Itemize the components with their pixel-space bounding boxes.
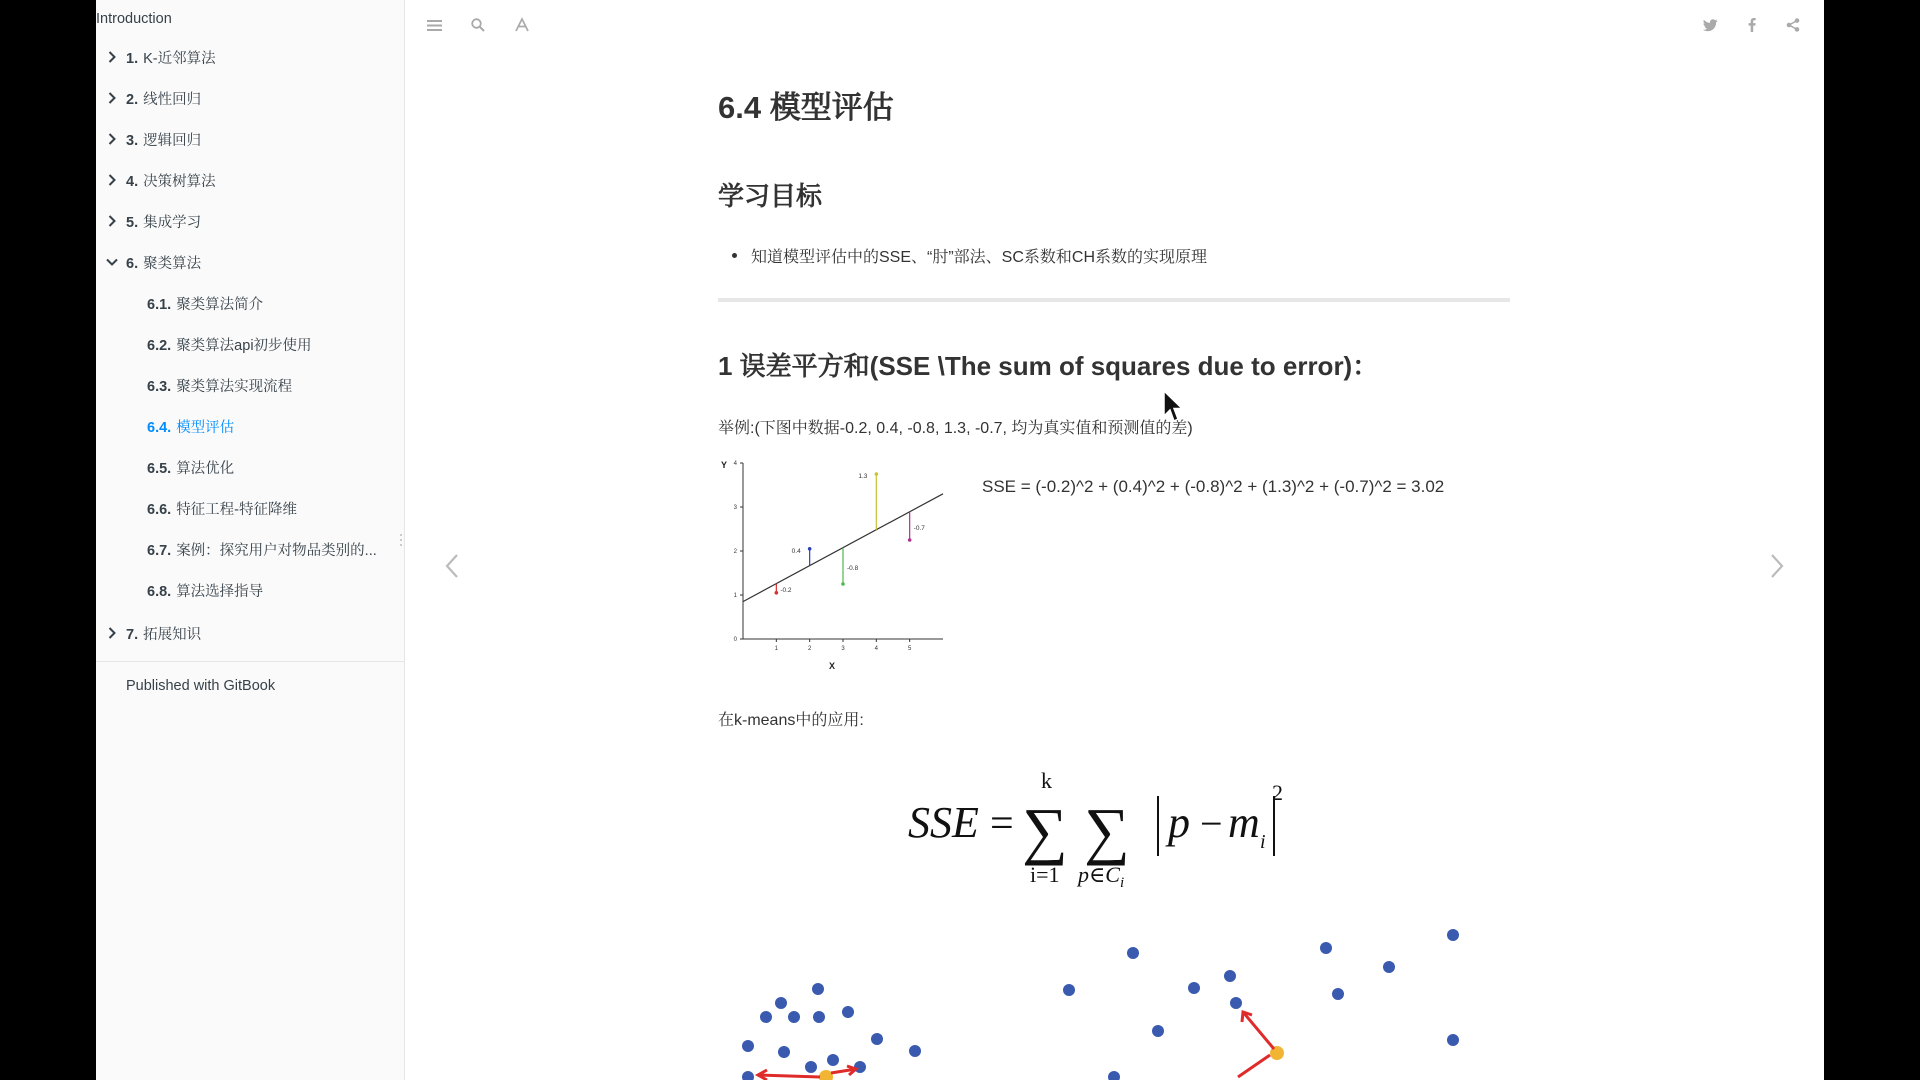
- x-tick-label: 3: [841, 646, 845, 652]
- sidebar-item-introduction[interactable]: [96, 4, 404, 34]
- x-tick-label: 5: [907, 646, 912, 652]
- sidebar-item-label: 案例：探究用户对物品类别的...: [176, 542, 377, 559]
- sidebar-item-knn[interactable]: [96, 42, 404, 72]
- horizontal-rule: [718, 298, 1510, 302]
- sidebar-subitem-6-7[interactable]: [96, 534, 404, 564]
- residual-chart: [718, 456, 958, 674]
- residual-label: -0.8: [847, 564, 859, 572]
- example-text: 举例:(下图中数据-0.2, 0.4, -0.8, 1.3, -0.7, 均为真实值和预测值的差): [718, 420, 1193, 437]
- twitter-icon[interactable]: [1702, 17, 1718, 33]
- chevron-right-icon[interactable]: [106, 50, 118, 64]
- sidebar-item-ensemble[interactable]: [96, 206, 404, 236]
- sidebar-subitem-6-5[interactable]: [96, 452, 404, 482]
- gitbook-window: [96, 0, 1824, 1080]
- sidebar-item-label: 特征工程-特征降维: [176, 501, 298, 518]
- sidebar-item-label: 拓展知识: [143, 626, 202, 643]
- sidebar: [96, 0, 405, 1080]
- hamburger-menu-icon[interactable]: [426, 17, 442, 33]
- chevron-down-icon[interactable]: [106, 255, 118, 269]
- sidebar-item-label: 决策树算法: [143, 173, 216, 190]
- sidebar-subitem-6-6[interactable]: [96, 493, 404, 523]
- x-tick-label: 2: [807, 646, 812, 652]
- y-tick-label: 2: [733, 549, 737, 555]
- facebook-icon[interactable]: [1744, 17, 1760, 33]
- mouse-cursor-icon: [1163, 390, 1185, 424]
- chevron-right-icon[interactable]: [106, 132, 118, 146]
- sidebar-subitem-6-8[interactable]: [96, 575, 404, 605]
- sidebar-item-label: 聚类算法简介: [176, 296, 264, 313]
- residual-label: -0.2: [780, 587, 792, 595]
- sidebar-item-label: 集成学习: [143, 214, 202, 231]
- sidebar-item-label: 聚类算法: [143, 255, 202, 272]
- sidebar-item-number: 6.7.: [147, 542, 172, 559]
- sidebar-item-label: 算法选择指导: [176, 583, 264, 600]
- y-tick-label: 1: [733, 593, 737, 599]
- sidebar-item-number: 6.4.: [147, 419, 172, 436]
- formula-sum-bottom: i=1: [1030, 862, 1060, 887]
- data-point: [908, 538, 912, 542]
- sidebar-subitem-6-4-active[interactable]: [96, 411, 404, 441]
- sidebar-item-label: 算法优化: [176, 460, 235, 477]
- sidebar-item-number: 6.: [126, 255, 139, 272]
- share-icon[interactable]: [1785, 17, 1801, 33]
- x-axis-label: X: [829, 661, 836, 671]
- sidebar-item-number: 6.8.: [147, 583, 172, 600]
- formula-inner-bottom-sub: i: [1119, 875, 1125, 891]
- data-point: [875, 472, 879, 476]
- residual-label: 1.3: [858, 473, 868, 480]
- learning-goal-item: [732, 244, 1207, 267]
- sidebar-subitem-6-3[interactable]: [96, 370, 404, 400]
- formula-m-sub: i: [1260, 831, 1266, 853]
- sidebar-item-linear-regression[interactable]: [96, 83, 404, 113]
- sidebar-divider: [96, 661, 404, 662]
- sidebar-item-number: 3.: [126, 132, 139, 149]
- sidebar-item-label: 聚类算法api初步使用: [176, 337, 312, 354]
- formula-inner-bottom: p∈C: [1078, 862, 1120, 887]
- formula-lhs: SSE: [908, 798, 979, 847]
- sidebar-item-logistic-regression[interactable]: [96, 124, 404, 154]
- sidebar-item-number: 6.2.: [147, 337, 172, 354]
- sse-formula: [878, 760, 1283, 900]
- formula-power: 2: [1272, 780, 1283, 805]
- learning-goal-text: 知道模型评估中的SSE、“肘”部法、SC系数和CH系数的实现原理: [751, 249, 1208, 266]
- kmeans-application-text: 在k-means中的应用:: [718, 712, 864, 729]
- sidebar-item-number: 4.: [126, 173, 139, 190]
- x-tick-label: 1: [774, 646, 779, 652]
- page-title: 6.4 模型评估: [718, 90, 894, 125]
- sidebar-item-number: 6.1.: [147, 296, 172, 313]
- y-tick-label: 0: [733, 637, 737, 643]
- sidebar-item-number: 6.5.: [147, 460, 172, 477]
- sidebar-item-number: 7.: [126, 626, 139, 643]
- sidebar-item-label: 线性回归: [143, 91, 202, 108]
- formula-m: m: [1228, 798, 1260, 847]
- sidebar-item-number: 6.3.: [147, 378, 172, 395]
- section-sse-heading: 1 误差平方和(SSE \The sum of squares due to error)：: [718, 351, 1379, 381]
- sidebar-item-label: 逻辑回归: [143, 132, 202, 149]
- search-icon[interactable]: [470, 17, 486, 33]
- formula-minus: −: [1200, 801, 1223, 846]
- sidebar-subitem-6-2[interactable]: [96, 329, 404, 359]
- sidebar-item-decision-tree[interactable]: [96, 165, 404, 195]
- sidebar-item-number: 2.: [126, 91, 139, 108]
- next-page-arrow-icon[interactable]: [1765, 548, 1789, 584]
- formula-sum-inner: ∑: [1084, 795, 1130, 866]
- sidebar-item-number: 5.: [126, 214, 139, 231]
- sidebar-item-label: 模型评估: [176, 419, 235, 436]
- chevron-right-icon[interactable]: [106, 173, 118, 187]
- data-point: [775, 591, 779, 595]
- formula-equals: =: [990, 801, 1014, 847]
- chevron-right-icon[interactable]: [106, 91, 118, 105]
- residual-label: 0.4: [791, 547, 801, 555]
- chevron-right-icon[interactable]: [106, 214, 118, 228]
- chevron-right-icon[interactable]: [106, 626, 118, 640]
- sidebar-item-label: Introduction: [96, 11, 172, 27]
- sidebar-item-clustering[interactable]: [96, 247, 404, 277]
- sidebar-item-number: 1.: [126, 50, 139, 67]
- x-tick-label: 4: [874, 646, 879, 652]
- y-axis-label: Y: [721, 460, 728, 470]
- data-point: [808, 547, 812, 551]
- published-with-gitbook-link[interactable]: Published with GitBook: [126, 678, 276, 694]
- y-tick-label: 4: [733, 461, 737, 467]
- y-tick-label: 3: [733, 505, 737, 511]
- bullet-dot: [732, 253, 737, 258]
- font-settings-icon[interactable]: [514, 17, 530, 33]
- sidebar-item-number: 6.6.: [147, 501, 172, 518]
- previous-page-arrow-icon[interactable]: [440, 548, 464, 584]
- svg-text:p∈Ci: [1076, 862, 1124, 891]
- formula-sum-outer: ∑: [1022, 795, 1068, 866]
- formula-sum-top: k: [1041, 768, 1052, 793]
- residual-label: -0.7: [913, 524, 925, 532]
- sidebar-subitem-6-1[interactable]: [96, 288, 404, 318]
- sidebar-item-label: K-近邻算法: [143, 50, 216, 67]
- learning-goals-heading: 学习目标: [718, 181, 823, 211]
- clustering-illustration: [718, 915, 1510, 1080]
- sidebar-item-extended[interactable]: [96, 618, 404, 648]
- formula-p: p: [1168, 798, 1190, 847]
- sidebar-resize-handle[interactable]: [399, 532, 403, 548]
- sidebar-item-label: 聚类算法实现流程: [176, 378, 293, 395]
- data-point: [841, 582, 845, 586]
- sse-calculation: SSE = (-0.2)^2 + (0.4)^2 + (-0.8)^2 + (1.3)^2 + (-0.7)^2 = 3.02: [982, 477, 1445, 496]
